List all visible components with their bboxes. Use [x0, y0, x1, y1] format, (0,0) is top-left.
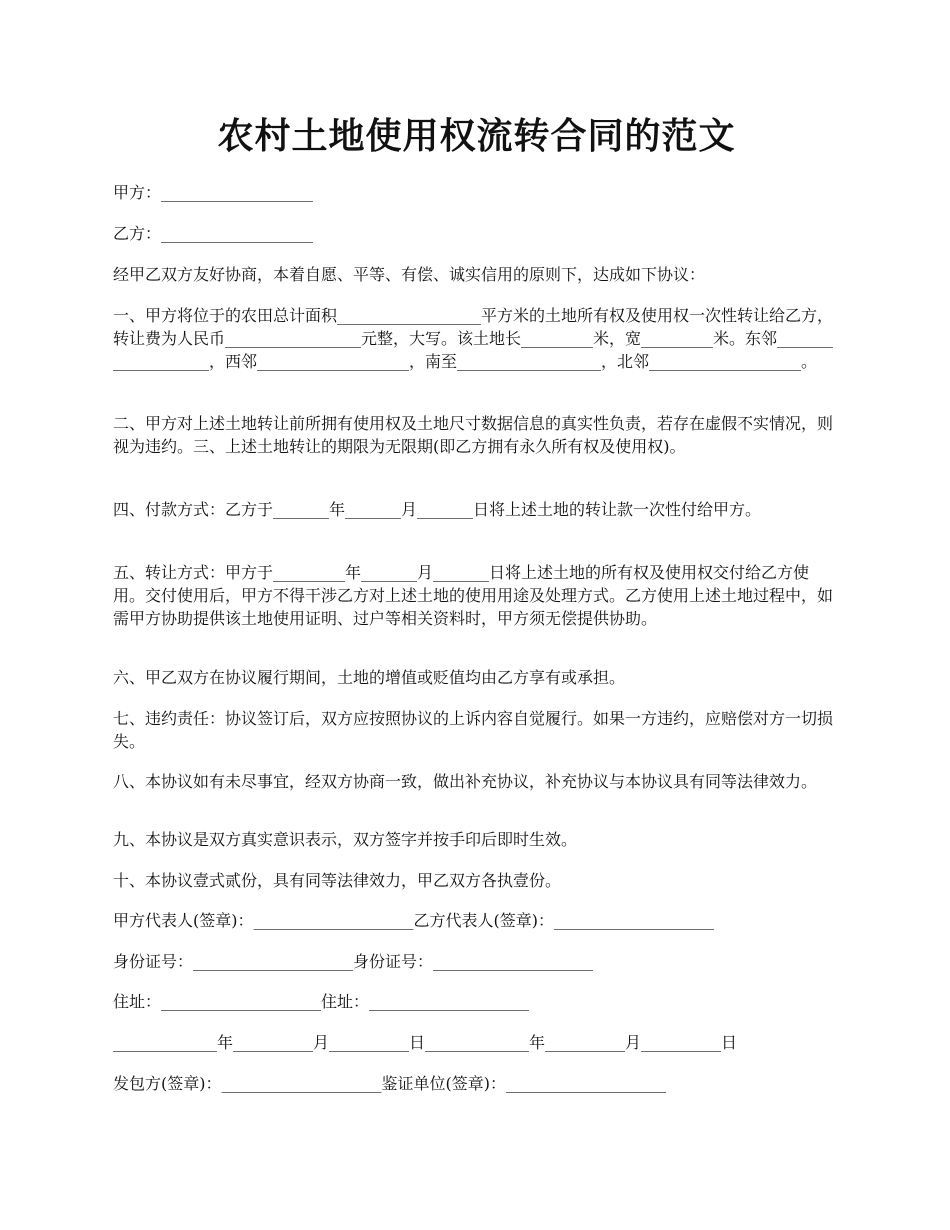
signature-dates: _____________年__________月__________日_____________年__________月__________日 — [113, 1033, 737, 1052]
clause-10: 十、本协议壹式贰份，具有同等法律效力，甲乙双方各执壹份。 — [113, 871, 562, 890]
clause-7: 七、违约责任：协议签订后，双方应按照协议的上诉内容自觉履行。如果一方违约，应赔偿对方一切损失。 — [113, 709, 834, 751]
clause-8: 八、本协议如有未尽事宜，经双方协商一致，做出补充协议，补充协议与本协议具有同等法律效力。 — [113, 772, 818, 791]
signature-addresses: 住址：____________________住址：____________________ — [113, 992, 530, 1011]
clause-5: 五、转让方式：甲方于_________年_______月_______日将上述土地的所有权及使用权交付给乙方使用。交付使用后，甲方不得干涉乙方对上述土地的使用用途及处理方式。乙方使用上述土地过程中，如需甲方协助提供该土地使用证明、过户等相关资料时，甲方须无偿提供协助。 — [113, 563, 834, 628]
signature-id-numbers: 身份证号：____________________身份证号：____________________ — [113, 952, 594, 971]
clause-9: 九、本协议是双方真实意识表示，双方签字并按手印后即时生效。 — [113, 830, 578, 849]
clause-1: 一、甲方将位于的农田总计面积__________________平方米的土地所有权及使用权一次性转让给乙方，转让费为人民币_________________元整，大写。该土地长_________米，宽_________米。东邻___________________，西邻___________________，南至__________________，北邻___________________。 — [113, 306, 834, 371]
signature-representatives: 甲方代表人(签章)：____________________乙方代表人(签章)：____________________ — [113, 911, 714, 930]
clause-4: 四、付款方式：乙方于_______年_______月_______日将上述土地的转让款一次性付给甲方。 — [113, 500, 762, 519]
clause-6: 六、甲乙双方在协议履行期间，土地的增值或贬值均由乙方享有或承担。 — [113, 668, 626, 687]
party-a-line: 甲方：___________________ — [113, 183, 314, 202]
party-b-line: 乙方：___________________ — [113, 224, 314, 243]
clause-2-3: 二、甲方对上述土地转让前所拥有使用权及土地尺寸数据信息的真实性负责，若存在虚假不实情况，则视为违约。三、上述土地转让的期限为无限期(即乙方拥有永久所有权及使用权)。 — [113, 414, 834, 456]
intro-paragraph: 经甲乙双方友好协商，本着自愿、平等、有偿、诚实信用的原则下，达成如下协议： — [113, 265, 706, 284]
document-title: 农村土地使用权流转合同的范文 — [217, 115, 736, 157]
signature-units: 发包方(签章)：____________________鉴证单位(签章)：____________________ — [113, 1074, 666, 1093]
